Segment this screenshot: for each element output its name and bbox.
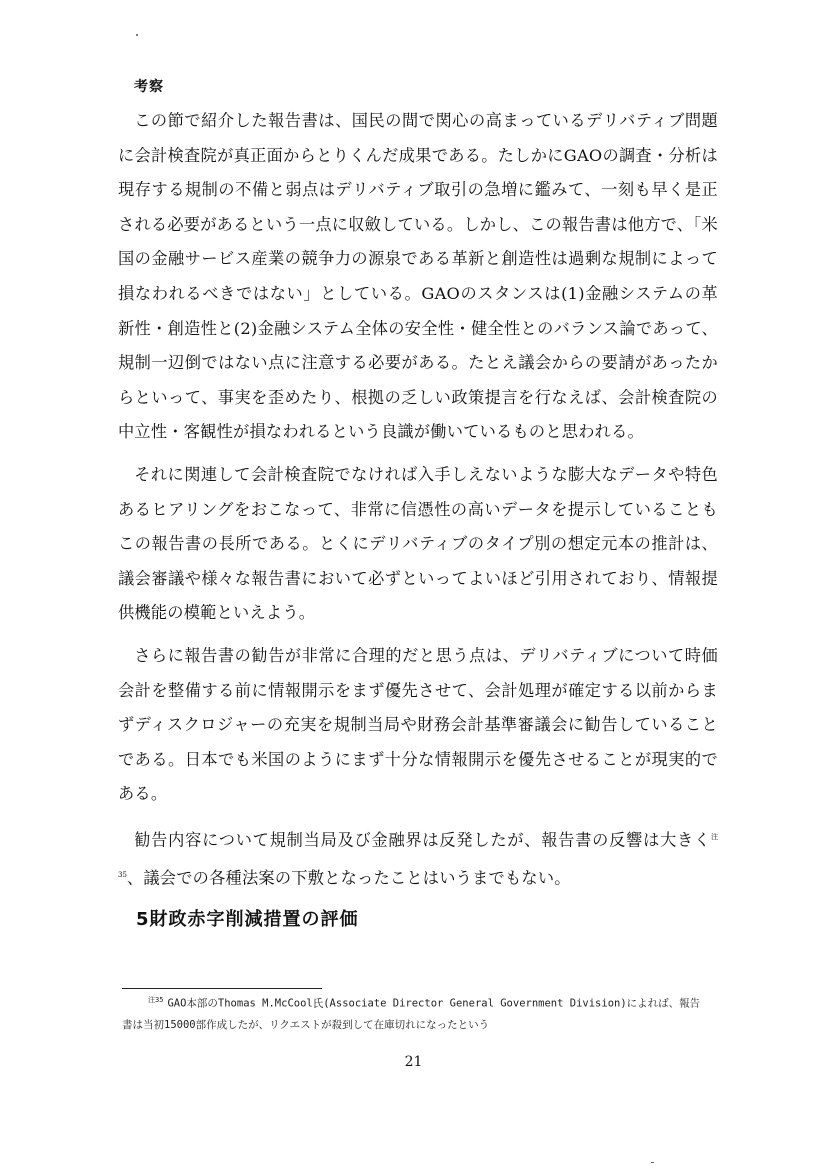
page-number: 21 <box>404 1054 423 1070</box>
footnote-text: GAO本部のThomas M.McCool氏(Associate Director General Government Division)によれば、報告書は当初15000部作成したが、リクエストが殺到して在庫切れになったという <box>122 997 701 1031</box>
footnote-mark: 注35 <box>148 996 164 1004</box>
scan-speck <box>651 1162 654 1163</box>
body-text <box>118 104 718 904</box>
paragraph-2: それに関連して会計検査院でなければ入手しえないような膨大なデータや特色あるヒアリングをおこなって、非常に信憑性の高いデータを提示していることもこの報告書の長所である。とくにデリバティブのタイプ別の想定元本の推計は、議会審議や様々な報告書において必ずといってよいほど引用されており、情報提供機能の模範といえよう。 <box>118 464 718 623</box>
footnote-reference[interactable]: 注35 <box>118 832 718 879</box>
footnote <box>122 990 702 1036</box>
footnote-divider <box>122 988 322 989</box>
paragraph-3: さらに報告書の勧告が非常に合理的だと思う点は、デリバティブについて時価会計を整備する前に情報開示をまず優先させて、会計処理が確定する以前からまずディスクロジャーの充実を規制当局や財務会計基準審議会に勧告していることである。日本でも米国のようにまず十分な情報開示を優先させることが現実的である。 <box>118 645 718 804</box>
section-heading: 考察 <box>134 79 164 95</box>
paragraph-4-text-end: 、議会での各種法案の下敷となったことはいうまでもない。 <box>126 868 571 888</box>
paragraph-4-text: 勧告内容について規制当局及び金融界は反発したが、報告書の反響は大きく <box>134 830 711 850</box>
paragraph-1: この節で紹介した報告書は、国民の間で関心の高まっているデリバティブ問題に会計検査院が真正面からとりくんだ成果である。たしかにGAOの調査・分析は現存する規制の不備と弱点はデリバティブ取引の急増に鑑みて、一刻も早く是正される必要があるという一点に収斂している。しかし、この報告書は他方で、「米国の金融サービス産業の競争力の源泉である革新と創造性は過剰な規制によって損なわれるべきではない」としている。GAOのスタンスは(1)金融システムの革新性・創造性と(2)金融システム全体の安全性・健全性とのバランス論であって、規制一辺倒ではない点に注意する必要がある。たとえ議会からの要請があったからといって、事実を歪めたり、根拠の乏しい政策提言を行なえば、会計検査院の中立性・客観性が損なわれるという良識が働いているものと思われる。 <box>118 111 718 442</box>
chapter-heading: 5財政赤字削減措置の評価 <box>136 909 359 930</box>
scan-speck <box>136 34 138 36</box>
paragraph-4 <box>118 820 718 896</box>
